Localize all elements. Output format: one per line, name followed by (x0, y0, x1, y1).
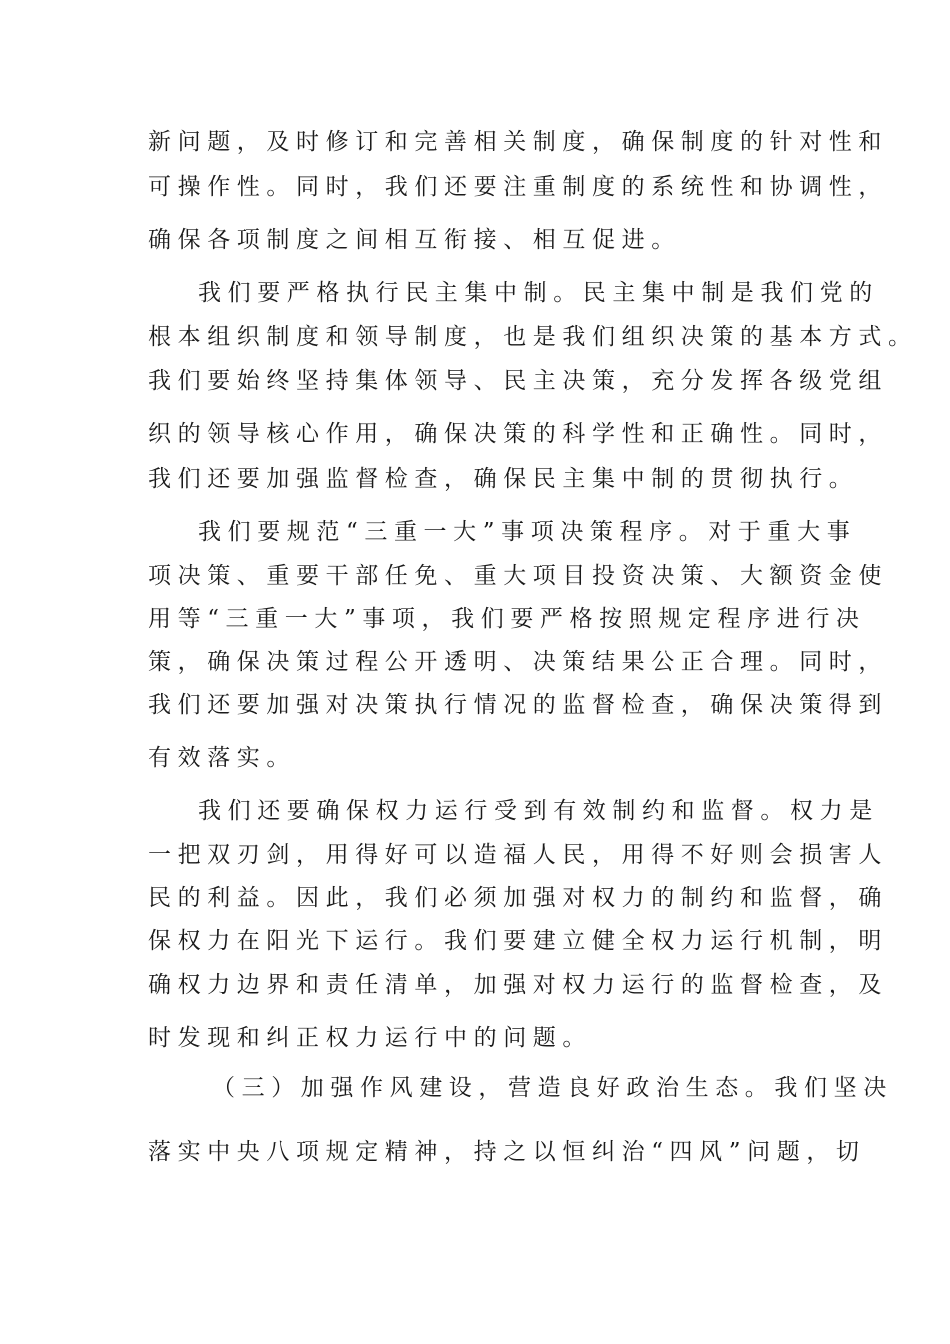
paragraph-line: 我们要严格执行民主集中制。民主集中制是我们党的 (198, 280, 879, 306)
paragraph-line: 新问题，及时修订和完善相关制度，确保制度的针对性和 (148, 129, 888, 155)
paragraph-line: 民的利益。因此，我们必须加强对权力的制约和监督，确 (148, 885, 888, 911)
paragraph-line: 我们还要确保权力运行受到有效制约和监督。权力是 (198, 798, 879, 824)
paragraph-line: 可操作性。同时，我们还要注重制度的系统性和协调性， (148, 174, 888, 200)
paragraph-line: 根本组织制度和领导制度，也是我们组织决策的基本方式。 (148, 324, 918, 350)
paragraph-line: 时发现和纠正权力运行中的问题。 (148, 1025, 592, 1051)
paragraph-line: 用等“三重一大”事项，我们要严格按照规定程序进行决 (148, 606, 866, 632)
section-heading-line: （三）加强作风建设，营造良好政治生态。我们坚决 (212, 1075, 893, 1101)
paragraph-line: 我们还要加强监督检查，确保民主集中制的贯彻执行。 (148, 466, 859, 492)
paragraph-line: 确保各项制度之间相互衔接、相互促进。 (148, 227, 681, 253)
paragraph-line: 我们要始终坚持集体领导、民主决策，充分发挥各级党组 (148, 368, 888, 394)
paragraph-line: 落实中央八项规定精神，持之以恒纠治“四风”问题，切 (148, 1139, 866, 1165)
paragraph-line: 确权力边界和责任清单，加强对权力运行的监督检查，及 (148, 972, 888, 998)
paragraph-line: 我们要规范“三重一大”事项决策程序。对于重大事 (198, 519, 857, 545)
paragraph-line: 我们还要加强对决策执行情况的监督检查，确保决策得到 (148, 692, 888, 718)
paragraph-line: 织的领导核心作用，确保决策的科学性和正确性。同时， (148, 421, 888, 447)
paragraph-line: 有效落实。 (148, 745, 296, 771)
paragraph-line: 项决策、重要干部任免、重大项目投资决策、大额资金使 (148, 563, 888, 589)
paragraph-line: 一把双刃剑，用得好可以造福人民，用得不好则会损害人 (148, 842, 888, 868)
paragraph-line: 策，确保决策过程公开透明、决策结果公正合理。同时， (148, 649, 888, 675)
paragraph-line: 保权力在阳光下运行。我们要建立健全权力运行机制，明 (148, 928, 888, 954)
